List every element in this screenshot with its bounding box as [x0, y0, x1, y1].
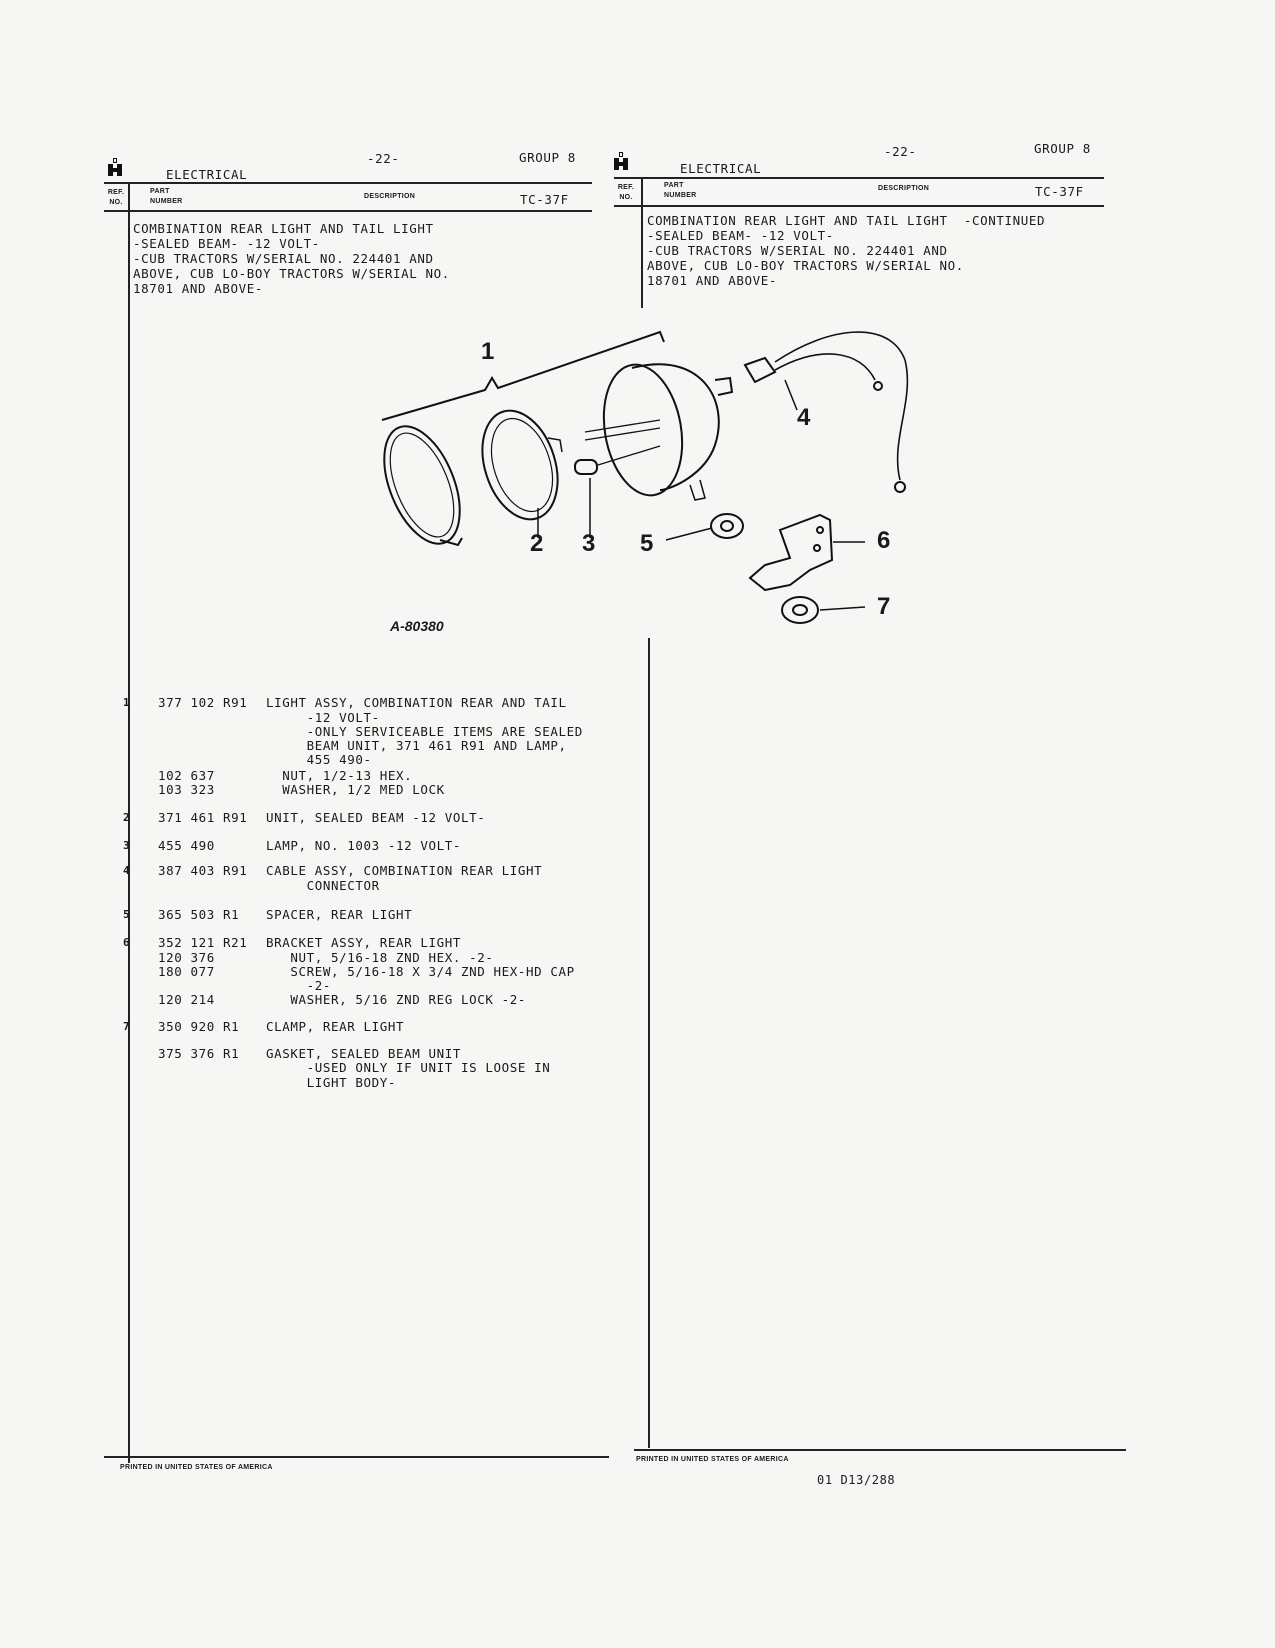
- part-description: -2-: [266, 978, 332, 993]
- part-number: 350 920 R1: [158, 1019, 240, 1034]
- part-number: 352 121 R21: [158, 935, 248, 950]
- ref-number: 3: [123, 839, 130, 852]
- exploded-parts-diagram: [370, 320, 930, 640]
- ih-logo-icon-right: [614, 152, 628, 170]
- part-description: LAMP, NO. 1003 -12 VOLT-: [266, 838, 462, 853]
- part-description: BRACKET ASSY, REAR LIGHT: [266, 935, 462, 950]
- part-description: WASHER, 1/2 MED LOCK: [266, 782, 445, 797]
- footer-rule-right: [634, 1449, 1126, 1451]
- part-description: LIGHT ASSY, COMBINATION REAR AND TAIL: [266, 695, 567, 710]
- figure-id: A-80380: [390, 618, 444, 634]
- ref-number: 2: [123, 811, 130, 824]
- part-description: -12 VOLT-: [266, 710, 380, 725]
- desc-col-header-right: DESCRIPTION: [878, 185, 930, 192]
- ih-logo-icon: [108, 158, 122, 176]
- ref-number: 5: [123, 908, 130, 921]
- page-number: -22-: [367, 151, 400, 166]
- part-description: CONNECTOR: [266, 878, 380, 893]
- footer-code: 01 D13/288: [817, 1473, 896, 1487]
- part-description: WASHER, 5/16 ZND REG LOCK -2-: [266, 992, 527, 1007]
- page-number-right: -22-: [884, 144, 917, 159]
- section-title: ELECTRICAL: [166, 167, 248, 182]
- part-description: BEAM UNIT, 371 461 R91 AND LAMP,: [266, 738, 567, 753]
- ref-number: 6: [123, 936, 130, 949]
- part-description: SPACER, REAR LIGHT: [266, 907, 413, 922]
- part-description: -ONLY SERVICEABLE ITEMS ARE SEALED: [266, 724, 583, 739]
- part-number: 371 461 R91: [158, 810, 248, 825]
- ref-col-header-right: REF. NO.: [617, 184, 635, 201]
- part-col-header: PART NUMBER: [150, 188, 183, 205]
- part-description: LIGHT BODY-: [266, 1075, 397, 1090]
- part-number: 120 214: [158, 992, 215, 1007]
- section-title-right: ELECTRICAL: [680, 161, 762, 176]
- catalog-code-right: TC-37F: [1035, 184, 1084, 199]
- header-rule-right: [614, 177, 1104, 179]
- part-number: 365 503 R1: [158, 907, 240, 922]
- callout-6: 6: [877, 527, 891, 554]
- part-description: UNIT, SEALED BEAM -12 VOLT-: [266, 810, 486, 825]
- section-heading: COMBINATION REAR LIGHT AND TAIL LIGHT -SEALED BEAM- -12 VOLT- -CUB TRACTORS W/SERIAL NO. 224401 AND ABOVE, CUB LO-BOY TRACTORS W/SERIAL NO. 18701 AND ABOVE-: [133, 221, 450, 296]
- callout-1: 1: [481, 338, 495, 365]
- part-description: CLAMP, REAR LIGHT: [266, 1019, 405, 1034]
- part-description: CABLE ASSY, COMBINATION REAR LIGHT: [266, 863, 543, 878]
- callout-3: 3: [582, 530, 596, 557]
- part-description: 455 490-: [266, 752, 372, 767]
- ref-column-rule-right-lower: [648, 638, 650, 1448]
- part-number: 102 637: [158, 768, 215, 783]
- group-label-right: GROUP 8: [1034, 141, 1091, 156]
- desc-col-header: DESCRIPTION: [364, 193, 416, 200]
- printed-note: PRINTED IN UNITED STATES OF AMERICA: [120, 1464, 273, 1471]
- ref-column-rule-right: [641, 178, 643, 308]
- ref-number: 1: [123, 696, 130, 709]
- ref-number: 7: [123, 1020, 130, 1033]
- header-rule: [104, 182, 592, 184]
- header-rule-bottom: [104, 210, 592, 212]
- part-number: 180 077: [158, 964, 215, 979]
- retaining-ring-shape: [370, 416, 475, 555]
- part-description: -USED ONLY IF UNIT IS LOOSE IN: [266, 1060, 551, 1075]
- ref-number: 4: [123, 864, 130, 877]
- callout-4: 4: [797, 404, 811, 431]
- part-number: 455 490: [158, 838, 215, 853]
- part-description: SCREW, 5/16-18 X 3/4 ZND HEX-HD CAP: [266, 964, 575, 979]
- part-number: 120 376: [158, 950, 215, 965]
- ref-col-header: REF. NO.: [107, 189, 125, 206]
- part-description: NUT, 5/16-18 ZND HEX. -2-: [266, 950, 494, 965]
- callout-5: 5: [640, 530, 654, 557]
- callout-2: 2: [530, 530, 544, 557]
- part-description: NUT, 1/2-13 HEX.: [266, 768, 413, 783]
- part-number: 375 376 R1: [158, 1046, 240, 1061]
- part-col-header-right: PART NUMBER: [664, 182, 697, 199]
- part-number: 103 323: [158, 782, 215, 797]
- header-rule-bottom-right: [614, 205, 1104, 207]
- printed-note-right: PRINTED IN UNITED STATES OF AMERICA: [636, 1456, 789, 1463]
- part-number: 387 403 R91: [158, 863, 248, 878]
- catalog-code: TC-37F: [520, 192, 569, 207]
- group-label: GROUP 8: [519, 150, 576, 165]
- footer-rule: [104, 1456, 609, 1458]
- part-number: 377 102 R91: [158, 695, 248, 710]
- callout-7: 7: [877, 593, 891, 620]
- section-heading-right: COMBINATION REAR LIGHT AND TAIL LIGHT -CONTINUED -SEALED BEAM- -12 VOLT- -CUB TRACTORS W/SERIAL NO. 224401 AND ABOVE, CUB LO-BOY TRACTORS W/SERIAL NO. 18701 AND ABOVE-: [647, 213, 1046, 288]
- part-description: GASKET, SEALED BEAM UNIT: [266, 1046, 462, 1061]
